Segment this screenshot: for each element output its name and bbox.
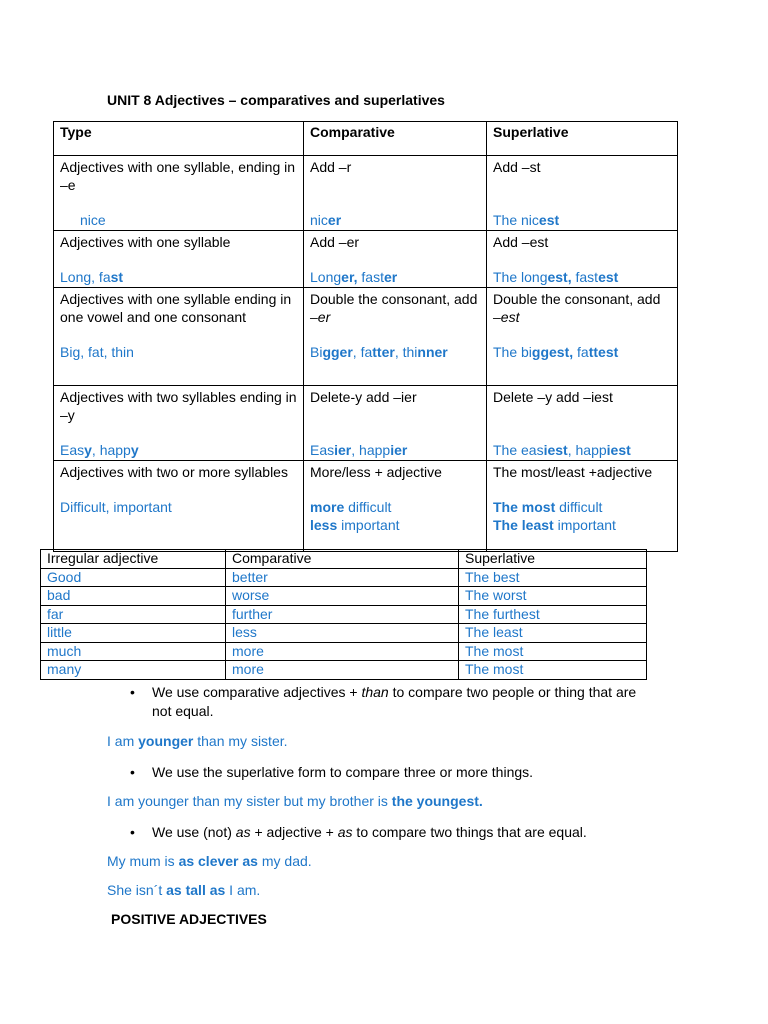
example-superlative: I am younger than my sister but my brother is the youngest. xyxy=(107,793,483,809)
table-row: many more The most xyxy=(41,661,647,680)
table-header-row xyxy=(54,122,678,156)
header-type: Type xyxy=(54,122,304,156)
superlative-rule: Add –st xyxy=(493,159,541,175)
header-irregular: Irregular adjective xyxy=(41,550,226,569)
type-label: Adjectives with one syllable xyxy=(60,234,231,250)
type-label: Adjectives with one syllable ending in one vowel and one consonant xyxy=(60,291,292,325)
type-example: Long, fast xyxy=(60,269,124,285)
table-row xyxy=(54,231,678,288)
type-example: Big, fat, thin xyxy=(60,344,134,360)
table-header-row xyxy=(41,550,647,569)
superlative-example: The easiest, happiest xyxy=(493,442,631,458)
type-label: Adjectives with one syllable, ending in –e xyxy=(60,159,296,193)
comparative-rule: Add –r xyxy=(310,159,352,175)
comparative-rule: Double the consonant, add –er xyxy=(310,291,478,325)
comparative-example: Longer, faster xyxy=(310,269,398,285)
section-heading: POSITIVE ADJECTIVES xyxy=(111,911,267,927)
comparative-example: Easier, happier xyxy=(310,442,408,458)
comparative-example: Bigger, fatter, thinner xyxy=(310,344,448,360)
comparative-rule: Delete-y add –ier xyxy=(310,389,417,405)
superlative-example: The longest, fastest xyxy=(493,269,619,285)
header-superlative: Superlative xyxy=(487,122,678,156)
superlative-rule: Delete –y add –iest xyxy=(493,389,613,405)
page-title: UNIT 8 Adjectives – comparatives and superlatives xyxy=(107,92,445,108)
example-as-as-2: She isn´t as tall as I am. xyxy=(107,882,261,898)
comparative-rule: Add –er xyxy=(310,234,360,250)
bullet-dot: • xyxy=(130,824,135,840)
table-row: little less The least xyxy=(41,624,647,643)
table-row: much more The most xyxy=(41,642,647,661)
irregular-adjectives-table xyxy=(40,549,647,680)
table-row xyxy=(54,386,678,461)
type-label: Adjectives with two syllables ending in –y xyxy=(60,389,297,423)
superlative-rule: Add –est xyxy=(493,234,549,250)
header-comparative: Comparative xyxy=(304,122,487,156)
superlative-example: The nicest xyxy=(493,212,560,228)
superlative-rule: The most/least +adjective xyxy=(493,464,653,480)
comparative-example: nicer xyxy=(310,212,342,228)
type-example: nice xyxy=(80,212,106,228)
example-comparative: I am younger than my sister. xyxy=(107,733,288,749)
bullet-dot: • xyxy=(130,764,135,780)
comparative-rule: More/less + adjective xyxy=(310,464,442,480)
superlative-rule: Double the consonant, add –est xyxy=(493,291,661,325)
table-row: far further The furthest xyxy=(41,605,647,624)
superlative-example: The most difficult xyxy=(493,499,603,515)
comparative-example: less important xyxy=(310,517,400,533)
comparative-example: more difficult xyxy=(310,499,392,515)
table-row xyxy=(54,461,678,552)
superlative-example: The biggest, fattest xyxy=(493,344,619,360)
comparatives-table xyxy=(53,121,678,552)
superlative-example: The least important xyxy=(493,517,616,533)
table-row: bad worse The worst xyxy=(41,587,647,606)
type-example: Difficult, important xyxy=(60,499,172,515)
type-example: Easy, happy xyxy=(60,442,139,458)
type-label: Adjectives with two or more syllables xyxy=(60,464,288,480)
example-as-as-1: My mum is as clever as my dad. xyxy=(107,853,312,869)
table-row xyxy=(54,288,678,386)
header-superlative: Superlative xyxy=(459,550,647,569)
header-comparative: Comparative xyxy=(226,550,459,569)
table-row xyxy=(54,156,678,231)
bullet-dot: • xyxy=(130,684,135,700)
table-row: Good better The best xyxy=(41,568,647,587)
